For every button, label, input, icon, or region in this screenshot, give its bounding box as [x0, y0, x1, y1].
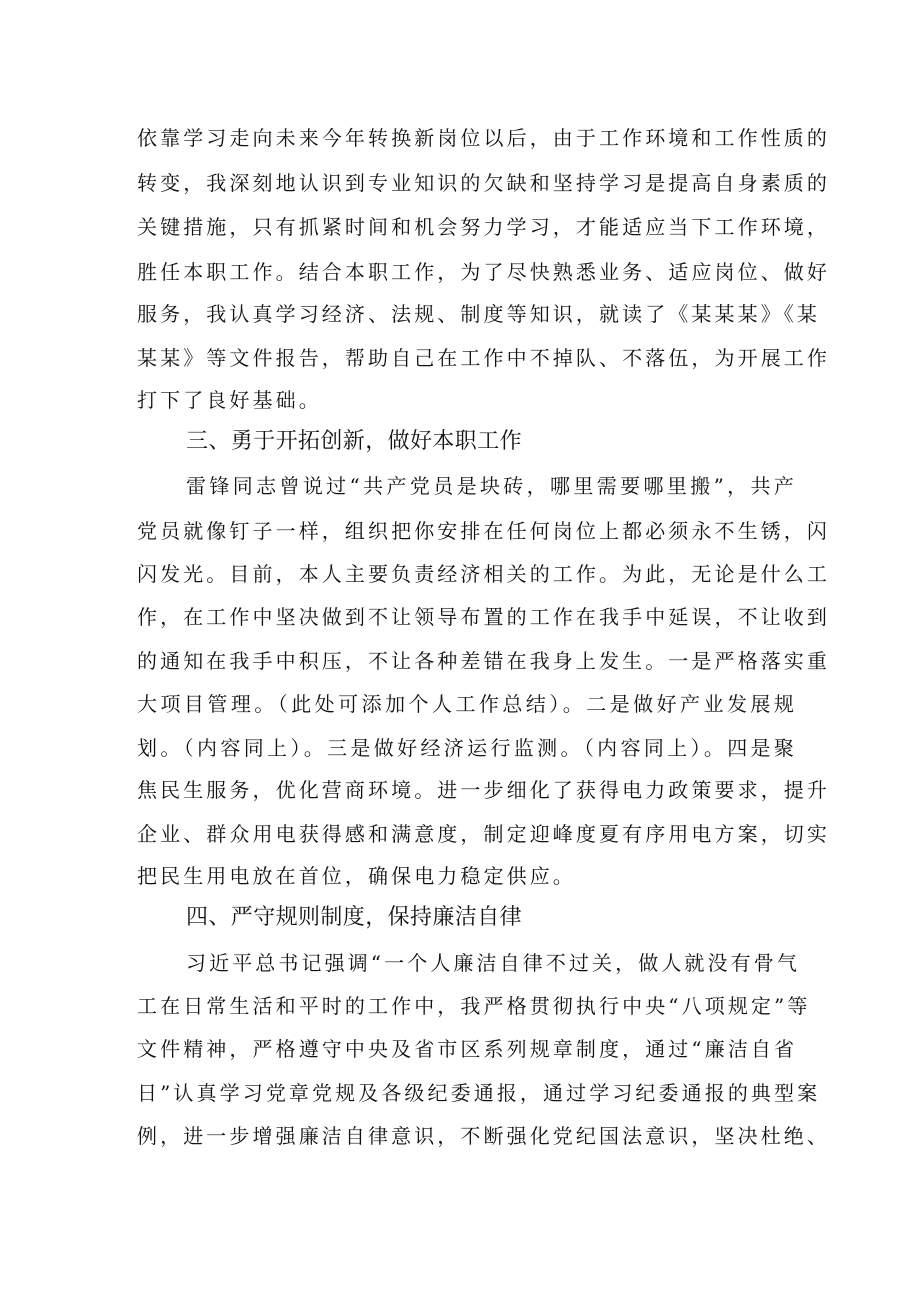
paragraph-line: 依靠学习走向未来今年转换新岗位以后，由于工作环境和工作性质的: [137, 126, 830, 150]
paragraph-line: 文件精神，严格遵守中央及省市区系列规章制度，通过“廉洁自省: [137, 1037, 798, 1061]
paragraph-line: 日”认真学习党章党规及各级纪委通报，通过学习纪委通报的典型案: [137, 1081, 821, 1105]
paragraph-line: 党员就像钉子一样，组织把你安排在任何岗位上都必须永不生锈，闪: [137, 519, 830, 543]
paragraph-line: 某某》等文件报告，帮助自己在工作中不掉队、不落伍，为开展工作: [137, 346, 830, 370]
paragraph-line: 闪发光。目前，本人主要负责经济相关的工作。为此，无论是什么工: [137, 562, 830, 586]
paragraph-line: 企业、群众用电获得感和满意度，制定迎峰度夏有序用电方案，切实: [137, 822, 830, 846]
paragraph-line: 作，在工作中坚决做到不让领导布置的工作在我手中延误，不让收到: [137, 605, 830, 629]
paragraph-line: 服务，我认真学习经济、法规、制度等知识，就读了《某某某》《某: [137, 302, 820, 326]
paragraph-line: 大项目管理。（此处可添加个人工作总结）。二是做好产业发展规: [137, 692, 797, 716]
paragraph-line: 划。（内容同上）。三是做好经济运行监测。（内容同上）。四是聚: [137, 736, 797, 760]
paragraph-line: 习近平总书记强调“一个人廉洁自律不过关，做人就没有骨气: [186, 951, 800, 975]
paragraph-line: 工在日常生活和平时的工作中，我严格贯彻执行中央“八项规定”等: [137, 994, 811, 1018]
paragraph-line: 打下了良好基础。: [137, 388, 322, 412]
paragraph-line: 关键措施，只有抓紧时间和机会努力学习，才能适应当下工作环境，: [137, 215, 830, 239]
paragraph-line: 胜任本职工作。结合本职工作，为了尽快熟悉业务、适应岗位、做好: [137, 260, 830, 284]
paragraph-line: 的通知在我手中积压，不让各种差错在我身上发生。一是严格落实重: [137, 649, 830, 673]
section-heading: 四、严守规则制度，保持廉洁自律: [186, 905, 523, 930]
paragraph-line: 把民生用电放在首位，确保电力稳定供应。: [137, 864, 576, 888]
paragraph-line: 例，进一步增强廉洁自律意识，不断强化党纪国法意识，坚决杜绝、: [137, 1124, 830, 1148]
paragraph-line: 转变，我深刻地认识到专业知识的欠缺和坚持学习是提高自身素质的: [137, 171, 830, 195]
paragraph-line: 雷锋同志曾说过“共产党员是块砖，哪里需要哪里搬”，共产: [186, 474, 797, 498]
paragraph-line: 焦民生服务，优化营商环境。进一步细化了获得电力政策要求，提升: [137, 778, 830, 802]
section-heading: 三、勇于开拓创新，做好本职工作: [186, 429, 523, 454]
